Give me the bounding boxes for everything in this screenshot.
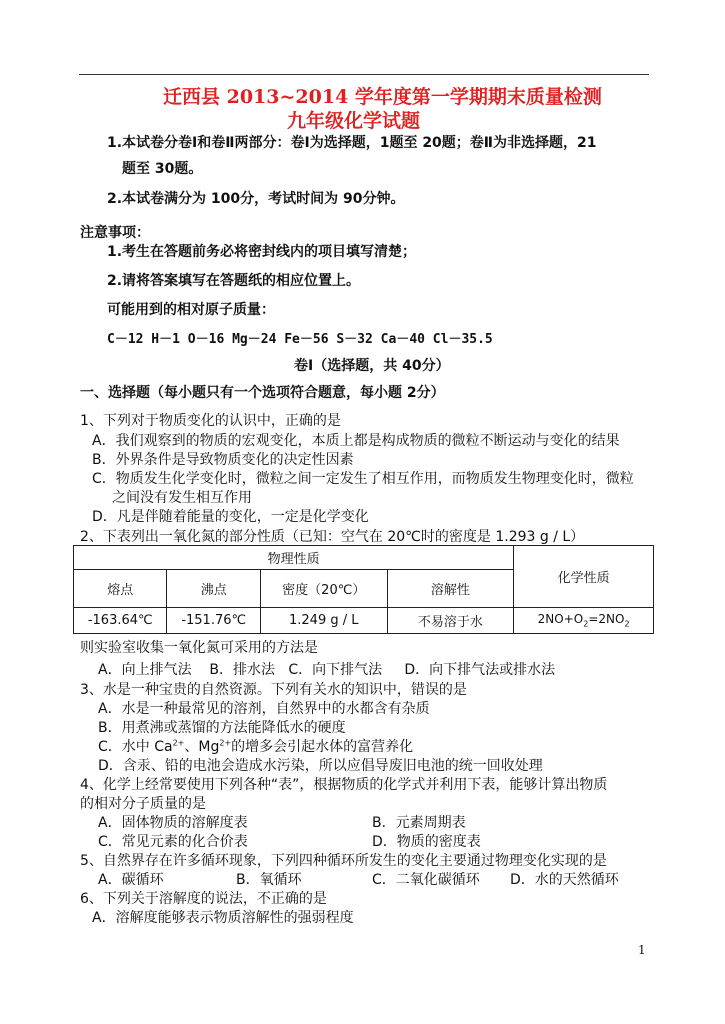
q3-c-text-2: 、Mg — [184, 739, 220, 755]
q4-option-b: B．元素周期表 — [372, 815, 466, 831]
table-cell-density: 1.249 g / L — [260, 608, 387, 634]
q2-stem: 2、下表列出一氧化氮的部分性质（已知：空气在 20℃时的密度是 1.293 g / L） — [80, 529, 585, 545]
exam-subtitle: 九年级化学试题 — [287, 110, 421, 132]
q6-option-a: A．溶解度能够表示物质溶解性的强弱程度 — [92, 910, 354, 926]
q3-c-text-3: 的增多会引起水体的富营养化 — [231, 739, 414, 755]
q4-stem-line-1: 4、化学上经常要使用下列各种“表”，根据物质的化学式并利用下表，能够计算出物质 — [80, 777, 608, 793]
table-col-solubility: 溶解性 — [387, 570, 514, 608]
q3-option-c — [98, 736, 413, 756]
q1-option-c-line-1: C．物质发生化学变化时，微粒之间一定发生了相互作用，而物质发生物理变化时，微粒 — [92, 471, 634, 487]
q1-option-d: D．凡是伴随着能量的变化，一定是化学变化 — [92, 509, 369, 525]
table-col-boiling-point: 沸点 — [167, 570, 260, 608]
note-2: 2.请将答案填写在答题纸的相应位置上。 — [107, 273, 361, 289]
atomic-mass-list: C－12 H－1 O－16 Mg－24 Fe－56 S－32 Ca－40 Cl－35.5 — [107, 332, 493, 347]
q1-stem: 1、下列对于物质变化的认识中，正确的是 — [80, 413, 341, 429]
table-col-density: 密度（20℃） — [260, 570, 387, 608]
q4-option-a: A．固体物质的溶解度表 — [98, 815, 248, 831]
table-cell-chemical-equation — [514, 608, 654, 634]
equation-subscript-1: 2 — [583, 619, 589, 629]
q6-stem: 6、下列关于溶解度的说法，不正确的是 — [80, 891, 327, 907]
q3-stem: 3、水是一种宝贵的自然资源。下列有关水的知识中，错误的是 — [80, 682, 467, 698]
q3-option-b: B．用煮沸或蒸馏的方法能降低水的硬度 — [98, 720, 346, 736]
note-1: 1.考生在答题前务必将密封线内的项目填写清楚； — [107, 244, 417, 260]
q3-option-d: D．含汞、铅的电池会造成水污染，所以应倡导废旧电池的统一回收处理 — [98, 758, 543, 774]
table-header-physical: 物理性质 — [74, 546, 514, 570]
q3-option-a: A．水是一种最常见的溶剂，自然界中的水都含有杂质 — [98, 701, 430, 717]
q3-c-superscript-2: 2+ — [219, 738, 232, 748]
q4-option-c: C．常见元素的化合价表 — [98, 834, 248, 850]
q5-option-b: B．氧循环 — [236, 872, 302, 888]
table-col-melting-point: 熔点 — [74, 570, 167, 608]
table-cell-melting-point: -163.64℃ — [74, 608, 167, 634]
notes-heading: 注意事项： — [80, 225, 150, 241]
equation-part-2: =2NO — [588, 612, 625, 627]
q2-followup: 则实验室收集一氧化氮可采用的方法是 — [80, 640, 318, 656]
atomic-mass-heading: 可能用到的相对原子质量： — [107, 302, 275, 318]
section-1-heading: 一、选择题（每小题只有一个选项符合题意，每小题 2分） — [80, 385, 445, 401]
q5-option-d: D．水的天然循环 — [510, 872, 619, 888]
table-header-chemical: 化学性质 — [514, 546, 654, 608]
instruction-2: 2.本试卷满分为 100分，考试时间为 90分钟。 — [107, 191, 405, 207]
volume-1-title: 卷Ⅰ（选择题，共 40分） — [294, 358, 450, 374]
nitric-oxide-properties-table — [73, 545, 654, 634]
instruction-1-line-1: 1.本试卷分卷Ⅰ和卷Ⅱ两部分：卷Ⅰ为选择题，1题至 20题；卷Ⅱ为非选择题，21 — [107, 135, 597, 151]
q1-option-a: A．我们观察到的物质的宏观变化，本质上都是构成物质的微粒不断运动与变化的结果 — [92, 433, 620, 449]
page-number: 1 — [638, 943, 646, 957]
q5-option-a: A．碳循环 — [98, 872, 164, 888]
exam-title: 迁西县 2013~2014 学年度第一学期期末质量检测 — [163, 86, 602, 108]
equation-subscript-2: 2 — [624, 619, 630, 629]
header-rule — [79, 74, 649, 75]
table-cell-boiling-point: -151.76℃ — [167, 608, 260, 634]
q3-c-text-1: C．水中 Ca — [98, 739, 173, 755]
q3-c-superscript-1: 2+ — [172, 738, 185, 748]
q5-stem: 5、自然界存在许多循环现象，下列四种循环所发生的变化主要通过物理变化实现的是 — [80, 853, 607, 869]
q1-option-c-line-2: 之间没有发生相互作用 — [112, 490, 252, 506]
q2-options: A．向上排气法 B．排水法 C．向下排气法 D．向下排气法或排水法 — [98, 662, 556, 678]
q1-option-b: B．外界条件是导致物质变化的决定性因素 — [92, 452, 354, 468]
instruction-1-line-2: 题至 30题。 — [122, 161, 203, 177]
table-cell-solubility: 不易溶于水 — [387, 608, 514, 634]
q4-option-d: D．物质的密度表 — [372, 834, 481, 850]
q5-option-c: C．二氧化碳循环 — [372, 872, 480, 888]
q4-stem-line-2: 的相对分子质量的是 — [80, 796, 206, 812]
equation-part-1: 2NO+O — [537, 612, 584, 627]
